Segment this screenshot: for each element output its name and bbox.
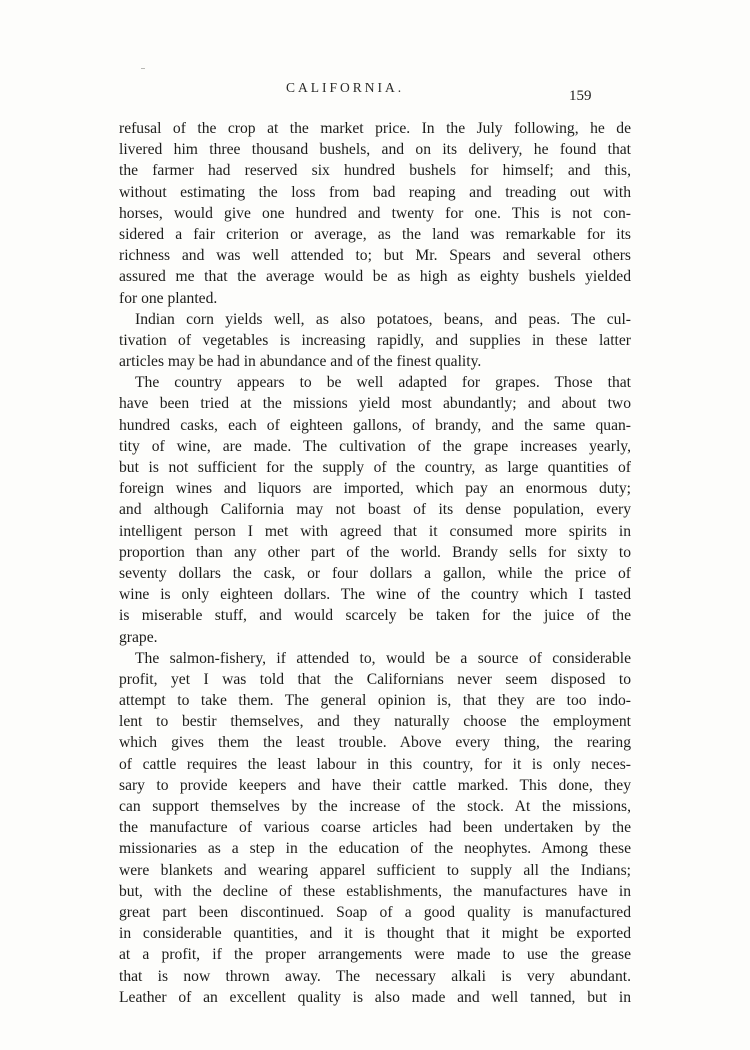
text-line: but is not sufficient for the supply of the country, as large quantities of	[119, 459, 631, 476]
text-line: The salmon-fishery, if attended to, would be a source of considerable	[135, 649, 631, 667]
text-line: tity of wine, are made. The cultivation of the grape increases yearly,	[119, 437, 631, 455]
text-line: for one planted.	[119, 289, 218, 307]
text-line: can support themselves by the increase of the stock. At the missions,	[119, 798, 631, 815]
text-line: lent to bestir themselves, and they naturally choose the employment	[119, 713, 631, 731]
text-line: of cattle requires the least labour in this country, for it is only neces-	[119, 755, 631, 773]
text-line: at a profit, if the proper arrangements were made to use the grease	[119, 946, 631, 964]
text-line: were blankets and wearing apparel sufficient to supply all the Indians;	[119, 861, 631, 879]
text-line: that is now thrown away. The necessary alkali is very abundant.	[119, 967, 631, 985]
text-line: Indian corn yields well, as also potatoes, beans, and peas. The cul-	[135, 310, 631, 328]
text-line: assured me that the average would be as high as eighty bushels yielded	[119, 268, 631, 286]
text-line: Leather of an excellent quality is also made and well tanned, but in	[119, 988, 631, 1006]
text-line: without estimating the loss from bad reaping and treading out with	[119, 183, 631, 201]
text-line: seventy dollars the cask, or four dollars a gallon, while the price of	[119, 564, 631, 582]
text-line: have been tried at the missions yield most abundantly; and about two	[119, 395, 631, 413]
text-line: which gives them the least trouble. Above every thing, the rearing	[119, 734, 631, 752]
page-number: 159	[569, 88, 592, 104]
running-title: CALIFORNIA.	[286, 80, 405, 95]
text-line: tivation of vegetables is increasing rapidly, and supplies in these latter	[119, 331, 631, 349]
text-line: sidered a fair criterion or average, as the land was remarkable for its	[119, 225, 631, 243]
print-speck	[141, 68, 145, 69]
text-line: the manufacture of various coarse articles had been undertaken by the	[119, 819, 631, 837]
text-line: articles may be had in abundance and of the finest quality.	[119, 353, 482, 371]
text-line: wine is only eighteen dollars. The wine of the country which I tasted	[119, 586, 631, 604]
text-line: refusal of the crop at the market price. In the July following, he de	[119, 120, 631, 137]
text-line: and although California may not boast of its dense population, every	[119, 501, 631, 519]
text-line: intelligent person I met with agreed that it consumed more spirits in	[119, 522, 631, 540]
text-line: missionaries as a step in the education of the neophytes. Among these	[119, 840, 631, 858]
text-line: grape.	[119, 628, 158, 646]
text-line: hundred casks, each of eighteen gallons, of brandy, and the same quan-	[119, 416, 631, 434]
text-line: but, with the decline of these establishments, the manufactures have in	[119, 882, 631, 900]
text-line: livered him three thousand bushels, and on its delivery, he found that	[119, 141, 631, 159]
text-line: richness and was well attended to; but Mr. Spears and several others	[119, 247, 631, 265]
text-line: is miserable stuff, and would scarcely be taken for the juice of the	[119, 607, 631, 625]
text-line: attempt to take them. The general opinion is, that they are too indo-	[119, 692, 631, 710]
text-line: profit, yet I was told that the Californians never seem disposed to	[119, 670, 631, 688]
text-line: great part been discontinued. Soap of a good quality is manufactured	[119, 903, 631, 921]
text-line: the farmer had reserved six hundred bushels for himself; and this,	[119, 162, 631, 180]
text-line: in considerable quantities, and it is thought that it might be exported	[119, 925, 631, 943]
text-line: foreign wines and liquors are imported, which pay an enormous duty;	[119, 480, 631, 498]
text-line: sary to provide keepers and have their cattle marked. This done, they	[119, 776, 631, 794]
body-text	[119, 118, 631, 1008]
text-line: horses, would give one hundred and twenty for one. This is not con-	[119, 204, 631, 222]
text-line: proportion than any other part of the world. Brandy sells for sixty to	[119, 543, 631, 561]
text-line: The country appears to be well adapted for grapes. Those that	[135, 374, 631, 392]
